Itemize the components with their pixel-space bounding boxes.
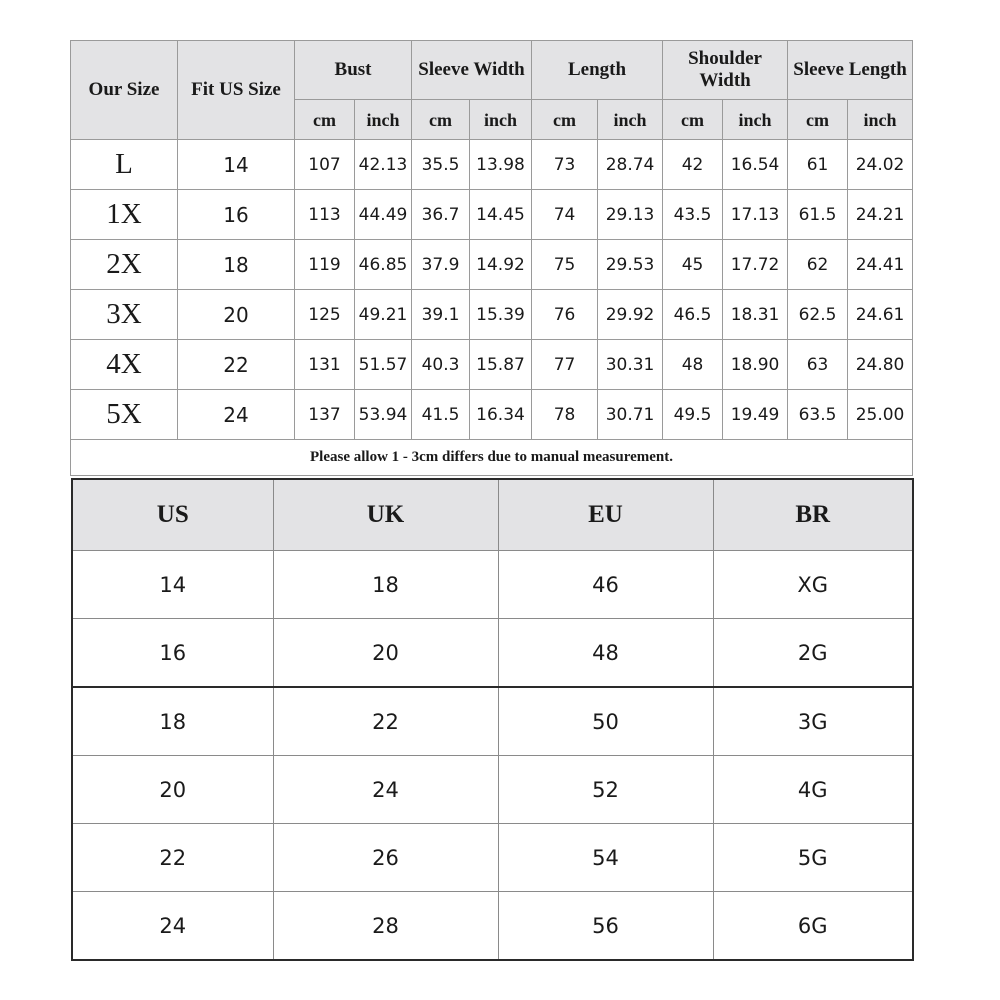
conversion-row: [72, 619, 913, 688]
measurement-cell: 44.49: [355, 190, 412, 240]
measurement-cell: 78: [532, 390, 598, 440]
us-size-cell: 24: [72, 892, 273, 961]
uk-size-cell: 18: [273, 551, 498, 619]
measurement-cell: 77: [532, 340, 598, 390]
unit-header: cm: [295, 100, 355, 140]
measurement-cell: 39.1: [412, 290, 470, 340]
measurement-cell: 125: [295, 290, 355, 340]
fit-us-size-cell: 24: [178, 390, 295, 440]
measurement-cell: 24.80: [848, 340, 913, 390]
unit-header: inch: [355, 100, 412, 140]
measurement-cell: 107: [295, 140, 355, 190]
measurement-cell: 25.00: [848, 390, 913, 440]
fit-us-size-cell: 16: [178, 190, 295, 240]
measurement-note: Please allow 1 - 3cm differs due to manual measurement.: [71, 440, 913, 476]
measurement-cell: 16.54: [723, 140, 788, 190]
our-size-cell: 4X: [71, 340, 178, 390]
our-size-cell: L: [71, 140, 178, 190]
measurement-cell: 24.41: [848, 240, 913, 290]
size-row: [71, 340, 913, 390]
br-size-cell: 5G: [713, 824, 913, 892]
size-chart-table: [70, 40, 913, 476]
unit-header: cm: [532, 100, 598, 140]
header-uk: UK: [273, 479, 498, 551]
size-row: [71, 390, 913, 440]
eu-size-cell: 56: [498, 892, 713, 961]
size-row: [71, 290, 913, 340]
measurement-cell: 36.7: [412, 190, 470, 240]
size-row: [71, 140, 913, 190]
our-size-cell: 5X: [71, 390, 178, 440]
conversion-header-row: [72, 479, 913, 551]
measurement-cell: 62: [788, 240, 848, 290]
size-chart-body: [71, 140, 913, 440]
header-us: US: [72, 479, 273, 551]
conversion-row: [72, 687, 913, 756]
us-size-cell: 22: [72, 824, 273, 892]
measurement-cell: 75: [532, 240, 598, 290]
uk-size-cell: 28: [273, 892, 498, 961]
us-size-cell: 14: [72, 551, 273, 619]
us-size-cell: 20: [72, 756, 273, 824]
us-size-cell: 16: [72, 619, 273, 688]
header-length: Length: [532, 41, 663, 100]
br-size-cell: XG: [713, 551, 913, 619]
unit-header: cm: [788, 100, 848, 140]
size-row: [71, 240, 913, 290]
measurement-cell: 24.61: [848, 290, 913, 340]
measurement-cell: 43.5: [663, 190, 723, 240]
measurement-cell: 30.31: [598, 340, 663, 390]
unit-header: cm: [412, 100, 470, 140]
measurement-cell: 16.34: [470, 390, 532, 440]
fit-us-size-cell: 20: [178, 290, 295, 340]
eu-size-cell: 54: [498, 824, 713, 892]
unit-header: inch: [470, 100, 532, 140]
measurement-cell: 29.13: [598, 190, 663, 240]
br-size-cell: 4G: [713, 756, 913, 824]
our-size-cell: 3X: [71, 290, 178, 340]
uk-size-cell: 26: [273, 824, 498, 892]
measurement-cell: 29.92: [598, 290, 663, 340]
fit-us-size-cell: 18: [178, 240, 295, 290]
uk-size-cell: 24: [273, 756, 498, 824]
our-size-cell: 1X: [71, 190, 178, 240]
measurement-cell: 61: [788, 140, 848, 190]
measurement-cell: 13.98: [470, 140, 532, 190]
measurement-cell: 113: [295, 190, 355, 240]
measurement-cell: 63.5: [788, 390, 848, 440]
measurement-cell: 14.92: [470, 240, 532, 290]
measurement-cell: 42: [663, 140, 723, 190]
measurement-cell: 17.13: [723, 190, 788, 240]
measurement-cell: 53.94: [355, 390, 412, 440]
measurement-cell: 51.57: [355, 340, 412, 390]
eu-size-cell: 48: [498, 619, 713, 688]
measurement-cell: 24.21: [848, 190, 913, 240]
unit-header: inch: [848, 100, 913, 140]
conversion-body: [72, 551, 913, 961]
header-shoulder-width: Shoulder Width: [663, 41, 788, 100]
eu-size-cell: 50: [498, 687, 713, 756]
unit-header: inch: [723, 100, 788, 140]
header-bust: Bust: [295, 41, 412, 100]
size-row: [71, 190, 913, 240]
measurement-note-row: [71, 440, 913, 476]
measurement-cell: 29.53: [598, 240, 663, 290]
header-fit-us-size: Fit US Size: [178, 41, 295, 140]
eu-size-cell: 52: [498, 756, 713, 824]
our-size-cell: 2X: [71, 240, 178, 290]
measurement-cell: 63: [788, 340, 848, 390]
measurement-cell: 61.5: [788, 190, 848, 240]
unit-header: cm: [663, 100, 723, 140]
measurement-cell: 19.49: [723, 390, 788, 440]
measurement-cell: 14.45: [470, 190, 532, 240]
measurement-cell: 62.5: [788, 290, 848, 340]
measurement-cell: 41.5: [412, 390, 470, 440]
us-size-cell: 18: [72, 687, 273, 756]
measurement-cell: 73: [532, 140, 598, 190]
size-conversion-table: [71, 478, 914, 961]
measurement-cell: 76: [532, 290, 598, 340]
header-sleeve-width: Sleeve Width: [412, 41, 532, 100]
size-chart-header-row: [71, 41, 913, 100]
conversion-row: [72, 756, 913, 824]
measurement-cell: 37.9: [412, 240, 470, 290]
header-sleeve-length: Sleeve Length: [788, 41, 913, 100]
measurement-cell: 30.71: [598, 390, 663, 440]
measurement-cell: 42.13: [355, 140, 412, 190]
conversion-row: [72, 551, 913, 619]
header-our-size: Our Size: [71, 41, 178, 140]
conversion-row: [72, 892, 913, 961]
measurement-cell: 24.02: [848, 140, 913, 190]
br-size-cell: 3G: [713, 687, 913, 756]
measurement-cell: 18.31: [723, 290, 788, 340]
unit-header: inch: [598, 100, 663, 140]
measurement-cell: 46.85: [355, 240, 412, 290]
uk-size-cell: 22: [273, 687, 498, 756]
measurement-cell: 49.21: [355, 290, 412, 340]
fit-us-size-cell: 14: [178, 140, 295, 190]
br-size-cell: 6G: [713, 892, 913, 961]
measurement-cell: 49.5: [663, 390, 723, 440]
measurement-cell: 131: [295, 340, 355, 390]
measurement-cell: 28.74: [598, 140, 663, 190]
measurement-cell: 15.87: [470, 340, 532, 390]
br-size-cell: 2G: [713, 619, 913, 688]
measurement-cell: 35.5: [412, 140, 470, 190]
measurement-cell: 45: [663, 240, 723, 290]
measurement-cell: 17.72: [723, 240, 788, 290]
fit-us-size-cell: 22: [178, 340, 295, 390]
measurement-cell: 137: [295, 390, 355, 440]
eu-size-cell: 46: [498, 551, 713, 619]
header-br: BR: [713, 479, 913, 551]
uk-size-cell: 20: [273, 619, 498, 688]
measurement-cell: 18.90: [723, 340, 788, 390]
measurement-cell: 119: [295, 240, 355, 290]
measurement-cell: 40.3: [412, 340, 470, 390]
header-eu: EU: [498, 479, 713, 551]
conversion-row: [72, 824, 913, 892]
measurement-cell: 48: [663, 340, 723, 390]
measurement-cell: 15.39: [470, 290, 532, 340]
measurement-cell: 46.5: [663, 290, 723, 340]
measurement-cell: 74: [532, 190, 598, 240]
